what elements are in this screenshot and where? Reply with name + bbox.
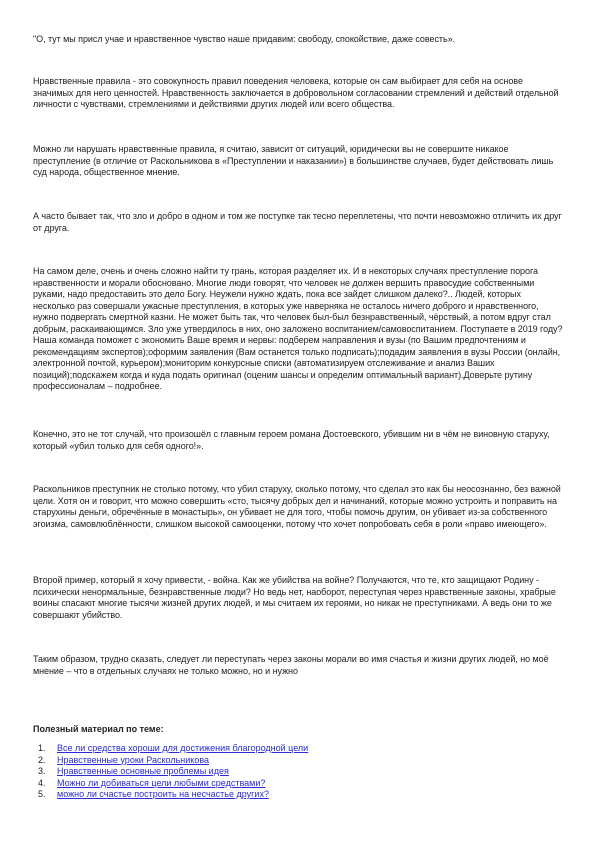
useful-links-list <box>38 743 308 801</box>
list-item-number: 2. <box>38 754 46 765</box>
related-link-1[interactable]: Все ли средства хороши для достижения благородной цели <box>57 743 309 753</box>
paragraph-quote: "О, тут мы присл учае и нравственное чувство наше придавим: свободу, спокойствие, даже совесть». <box>33 34 456 44</box>
paragraph-raskolnikov: Раскольников преступник не столько потому, что убил старуху, сколько потому, что сделал это как бы неосознанно, без важной цели. Хотя он и говорит, что можно совершить «сто, тысячу добрых дел и начинаний, которые можно устроить и поправить на старухины деньги, обречённые в монастырь», он убивает не для того, чтобы помочь другим, он убивает из-за собственного эгоизма, самовлюблённости, слишком высокой самооценки, потому что хочет попробовать себя в роли «право имеющего». <box>33 484 561 529</box>
related-link-2[interactable]: Нравственные уроки Раскольникова <box>57 754 210 765</box>
list-item <box>38 766 308 778</box>
related-link-5[interactable]: можно ли счастье построить на несчастье других? <box>57 789 269 799</box>
useful-material-heading: Полезный материал по теме: <box>33 724 164 734</box>
paragraph-war-example: Второй пример, который я хочу привести, - война. Как же убийства на войне? Получаются, что те, кто защищают Родину - психически ненормальные, безнравственные люди? Но ведь нет, наоборот, переступая через нравственные законы, храбрые воины спасают многие тысячи жизней других людей, и мы считаем их героями, но никак не преступниками. А ведь они то же совершают убийство. <box>33 575 556 620</box>
list-item <box>38 743 308 755</box>
list-item-number: 4. <box>38 777 46 788</box>
list-item-number: 5. <box>38 789 46 799</box>
list-item <box>38 789 308 801</box>
list-item <box>38 778 308 790</box>
list-item-number: 3. <box>38 766 46 776</box>
paragraph-main-argument: На самом деле, очень и очень сложно найти ту грань, которая разделяет их. И в некоторых случаях преступление порога нравственности и морали обосновано. Многие люди говорят, что человек не должен вершить правосудие собственными руками, надо предоставить это дело Богу. Неужели нужно ждать, пока все зайдет слишком далеко?.. Людей, которых несколько раз совершали ужасные преступления, в которых уже наверняка не осталось ничего доброго и нравственного, нужно подвергать смертной казни. Не может быть так, что человек был-был безнравственный, чёрствый, а потом вдруг стал добрым, раскаивающимся. Зло уже утвердилось в них, оно заложено воспитанием/самовоспитанием. Поступаете в 2019 году? Наша команда поможет с экономить Ваше время и нервы: подберем направления и вузы (по Вашим предпочтениям и рекомендациям экспертов);оформим заявления (Вам останется только подписать);подадим заявления в вузы России (онлайн, электронной почтой, курьером);мониторим конкурсные списки (автоматизируем отслеживание и анализ Ваших позиций);подскажем когда и куда подать оригинал (оценим шансы и определим оптимальный вариант).Доверьте рутину профессионалам – подробнее. <box>33 266 563 391</box>
paragraph-conclusion: Таким образом, трудно сказать, следует ли переступать через законы морали во имя счастья и жизни других людей, но моё мнение – что в отдельных случаях не только можно, но и нужно <box>33 654 549 676</box>
related-link-3[interactable]: Нравственные основные проблемы идея <box>57 766 229 776</box>
paragraph-definition: Нравственные правила - это совокупность правил поведения человека, которые он сам выбирает для себя на основе значимых для него ценностей. Нравственность заключается в добровольном согласовании стремлений и действий отдельной личности с чувствами, стремлениями и действиями других людей или всего общества. <box>33 76 559 109</box>
list-item <box>38 755 308 767</box>
paragraph-opinion: Можно ли нарушать нравственные правила, я считаю, зависит от ситуаций, юридически вы не совершите никакое преступление (в отличие от Раскольникова в «Преступлении и наказании») в большинстве случаев, будет действовать лишь суд народа, общественное мнение. <box>33 144 554 177</box>
related-link-4[interactable]: Можно ли добиваться цели любыми средствами? <box>57 777 266 788</box>
paragraph-good-and-evil: А часто бывает так, что зло и добро в одном и том же поступке так тесно переплетены, что почти невозможно отличить их друг от друга. <box>33 211 562 233</box>
paragraph-dostoevsky: Конечно, это не тот случай, что произошёл с главным героем романа Достоевского, убившим ни в чём не виновную старуху, который «убил только для себя одного!». <box>33 429 550 451</box>
list-item-number: 1. <box>38 743 46 753</box>
